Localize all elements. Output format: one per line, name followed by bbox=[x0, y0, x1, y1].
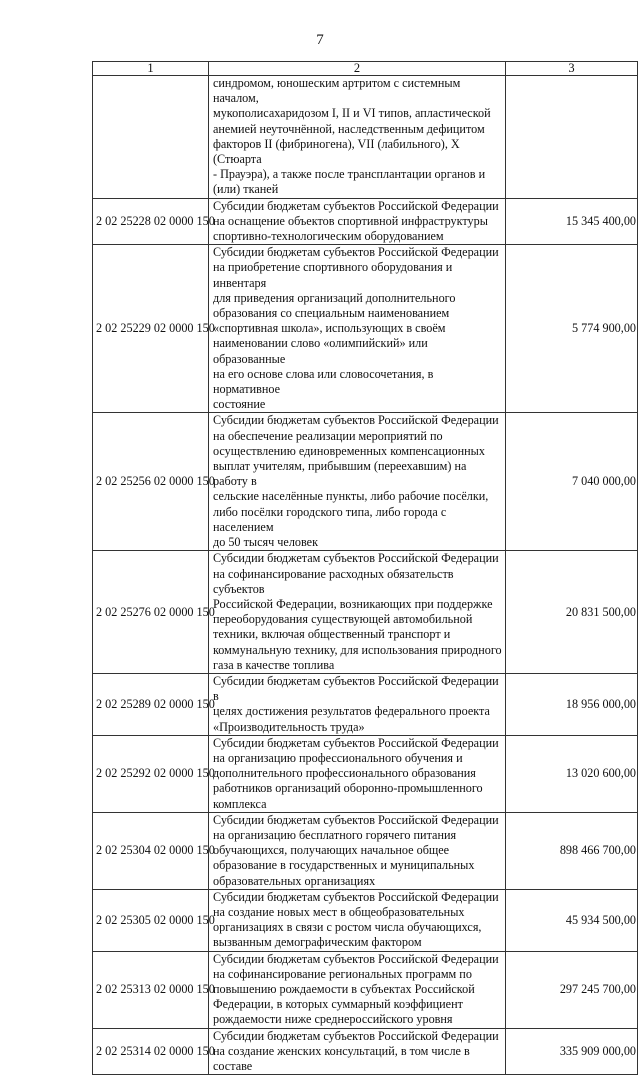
description-line: до 50 тысяч человек bbox=[213, 535, 319, 550]
table-row bbox=[93, 951, 638, 1028]
description-line: переоборудования существующей автомобильной bbox=[213, 612, 473, 627]
description-line: выплат учителям, прибывшим (переехавшим) на работу в bbox=[213, 459, 467, 489]
description-line: работников организаций оборонно-промышленного bbox=[213, 781, 483, 796]
description-line: на софинансирование расходных обязательств субъектов bbox=[213, 566, 454, 596]
description-line: Субсидии бюджетам субъектов Российской Федерации bbox=[213, 245, 499, 260]
description-line: рождаемости ниже среднероссийского уровня bbox=[213, 1012, 453, 1027]
budget-code: 2 02 25314 02 0000 150 bbox=[93, 1028, 209, 1075]
description-line: на приобретение спортивного оборудования и инвентаря bbox=[213, 260, 453, 290]
description-line: образование в государственных и муниципальных bbox=[213, 858, 475, 873]
amount: 18 956 000,00 bbox=[506, 673, 638, 735]
description-line: Субсидии бюджетам субъектов Российской Федерации bbox=[213, 1028, 499, 1043]
description bbox=[209, 812, 506, 889]
amount: 297 245 700,00 bbox=[506, 951, 638, 1028]
description-line: организациях в связи с ростом числа обучающихся, bbox=[213, 920, 482, 935]
description-line: комплекса bbox=[213, 796, 267, 811]
amount bbox=[506, 76, 638, 199]
description-line: Субсидии бюджетам субъектов Российской Федерации в bbox=[213, 673, 499, 704]
amount: 15 345 400,00 bbox=[506, 198, 638, 245]
description bbox=[209, 889, 506, 951]
budget-code: 2 02 25313 02 0000 150 bbox=[93, 951, 209, 1028]
description-line: Субсидии бюджетам субъектов Российской Федерации bbox=[213, 812, 499, 827]
description-line: мукополисахаридозом I, II и VI типов, апластической bbox=[213, 106, 491, 121]
description-line: (или) тканей bbox=[213, 182, 279, 197]
budget-code: 2 02 25229 02 0000 150 bbox=[93, 245, 209, 413]
description-line: спортивно-технологическим оборудованием bbox=[213, 229, 444, 244]
description-line: обучающихся, получающих начальное общее bbox=[213, 843, 450, 858]
budget-code: 2 02 25289 02 0000 150 bbox=[93, 673, 209, 735]
description-line: на организацию бесплатного горячего питания bbox=[213, 827, 457, 842]
description-line: вызванным демографическим фактором bbox=[213, 935, 422, 950]
description-line: газа в качестве топлива bbox=[213, 657, 335, 672]
table-row bbox=[93, 76, 638, 199]
description bbox=[209, 735, 506, 812]
description-line: - Прауэра), а также после трансплантации органов и bbox=[213, 167, 486, 182]
description bbox=[209, 413, 506, 551]
description-line: на обеспечение реализации мероприятий по bbox=[213, 428, 443, 443]
table-row bbox=[93, 1028, 638, 1075]
budget-code: 2 02 25304 02 0000 150 bbox=[93, 812, 209, 889]
description-line: Субсидии бюджетам субъектов Российской Федерации bbox=[213, 413, 499, 428]
budget-code bbox=[93, 76, 209, 199]
description-line: факторов II (фибриногена), VII (лабильного), X (Стюарта bbox=[213, 136, 460, 167]
description-line: на его основе слова или словосочетания, в нормативное bbox=[213, 366, 434, 397]
description-line: Субсидии бюджетам субъектов Российской Федерации bbox=[213, 735, 499, 750]
budget-code: 2 02 25256 02 0000 150 bbox=[93, 413, 209, 551]
table-row bbox=[93, 551, 638, 674]
description-line: на оснащение объектов спортивной инфраструктуры bbox=[213, 213, 488, 228]
description-line: состояние bbox=[213, 397, 266, 412]
amount: 20 831 500,00 bbox=[506, 551, 638, 674]
description-line: Субсидии бюджетам субъектов Российской Федерации bbox=[213, 951, 499, 966]
page-number: 7 bbox=[316, 32, 324, 48]
description-line: целях достижения результатов федерального проекта bbox=[213, 704, 490, 719]
amount: 7 040 000,00 bbox=[506, 413, 638, 551]
budget-code: 2 02 25305 02 0000 150 bbox=[93, 889, 209, 951]
budget-code: 2 02 25276 02 0000 150 bbox=[93, 551, 209, 674]
table-row bbox=[93, 812, 638, 889]
description-line: на создание новых мест в общеобразовательных bbox=[213, 904, 465, 919]
description-line: «спортивная школа», использующих в своём bbox=[213, 321, 446, 336]
header-col-3: 3 bbox=[506, 62, 638, 76]
description bbox=[209, 245, 506, 413]
amount: 898 466 700,00 bbox=[506, 812, 638, 889]
table-row bbox=[93, 673, 638, 735]
budget-code: 2 02 25292 02 0000 150 bbox=[93, 735, 209, 812]
description-line: образовательных организациях bbox=[213, 873, 376, 888]
description-line: для приведения организаций дополнительного bbox=[213, 290, 456, 305]
description-line: Субсидии бюджетам субъектов Российской Федерации bbox=[213, 551, 499, 566]
table-header-row bbox=[93, 62, 638, 76]
description-line: дополнительного профессионального образования bbox=[213, 766, 476, 781]
description-line: Субсидии бюджетам субъектов Российской Федерации bbox=[213, 198, 499, 213]
amount: 5 774 900,00 bbox=[506, 245, 638, 413]
table-row bbox=[93, 889, 638, 951]
description-line: образования со специальным наименованием bbox=[213, 306, 450, 321]
description bbox=[209, 951, 506, 1028]
amount: 45 934 500,00 bbox=[506, 889, 638, 951]
description-line: на организацию профессионального обучения и bbox=[213, 750, 463, 765]
table-row bbox=[93, 198, 638, 245]
header-col-2: 2 bbox=[209, 62, 506, 76]
description-line: анемией неуточнённой, наследственным дефицитом bbox=[213, 121, 485, 136]
budget-code: 2 02 25228 02 0000 150 bbox=[93, 198, 209, 245]
description bbox=[209, 551, 506, 674]
description bbox=[209, 1028, 506, 1075]
description-line: на софинансирование региональных программ по bbox=[213, 966, 472, 981]
description-line: осуществлению единовременных компенсационных bbox=[213, 443, 485, 458]
description-line: Российской Федерации, возникающих при поддержке bbox=[213, 596, 493, 611]
header-col-1: 1 bbox=[93, 62, 209, 76]
description bbox=[209, 76, 506, 199]
amount: 335 909 000,00 bbox=[506, 1028, 638, 1075]
table-row bbox=[93, 735, 638, 812]
table-row bbox=[93, 245, 638, 413]
description-line: Субсидии бюджетам субъектов Российской Федерации bbox=[213, 889, 499, 904]
description-line: повышению рождаемости в субъектах Российской bbox=[213, 981, 475, 996]
description-line: Федерации, в которых суммарный коэффициент bbox=[213, 997, 463, 1012]
description-line: сельские населённые пункты, либо рабочие посёлки, bbox=[213, 489, 489, 504]
description-line: либо посёлки городского типа, либо города с населением bbox=[213, 504, 447, 534]
description bbox=[209, 673, 506, 735]
description bbox=[209, 198, 506, 245]
description-line: коммунальную технику, для использования природного bbox=[213, 642, 502, 657]
budget-table bbox=[92, 61, 638, 1075]
description-line: «Производительность труда» bbox=[213, 719, 365, 734]
amount: 13 020 600,00 bbox=[506, 735, 638, 812]
description-line: на создание женских консультаций, в том числе в составе bbox=[213, 1043, 470, 1073]
description-line: техники, включая общественный транспорт и bbox=[213, 627, 451, 642]
table-row bbox=[93, 413, 638, 551]
description-line: наименовании слово «олимпийский» или образованные bbox=[213, 336, 428, 366]
description-line: синдромом, юношеским артритом с системным началом, bbox=[213, 76, 461, 106]
